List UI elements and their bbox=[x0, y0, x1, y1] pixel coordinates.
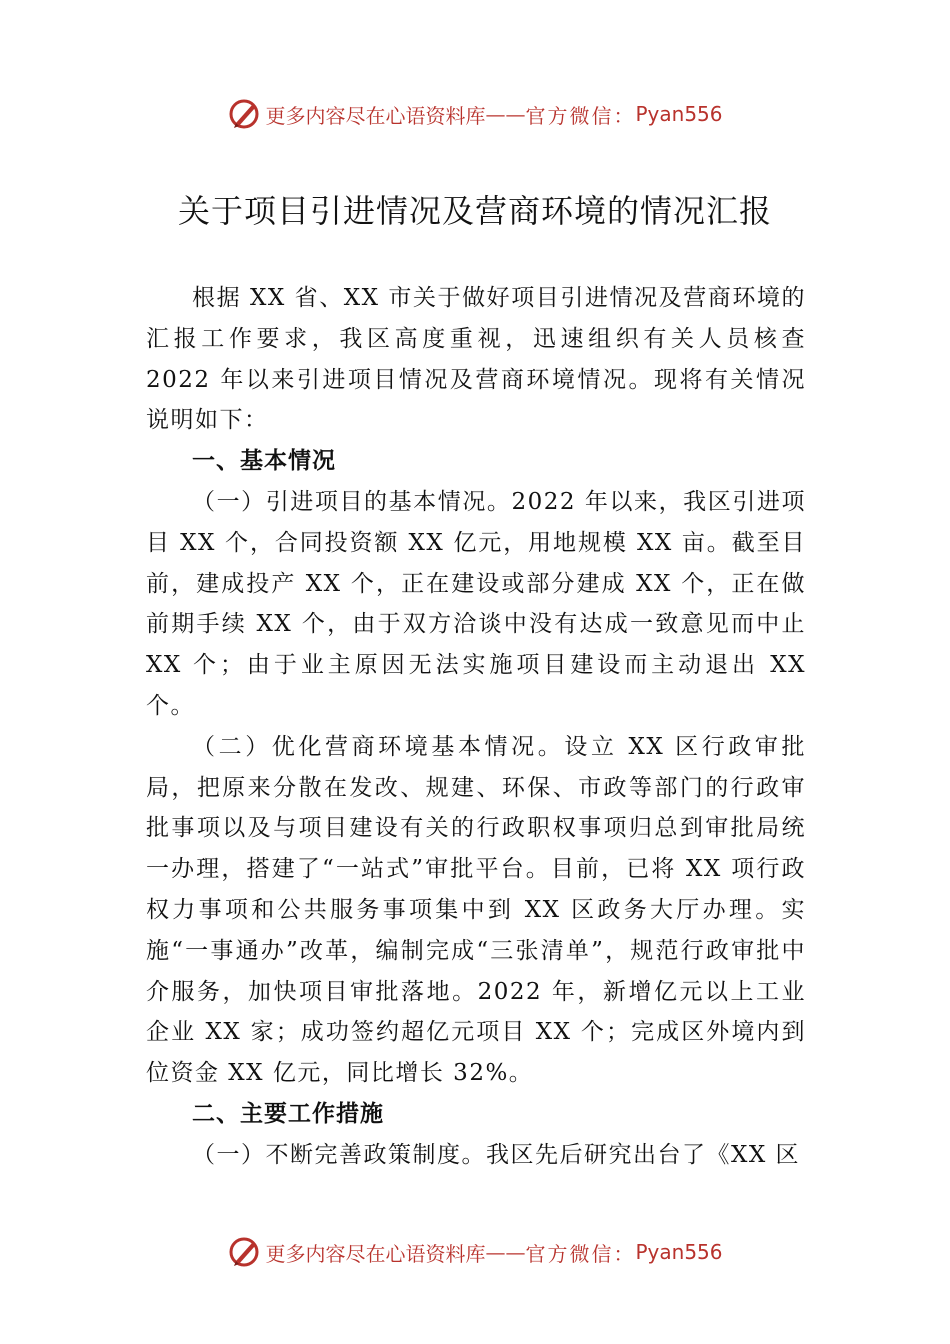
banner-dash: —— bbox=[485, 1240, 526, 1264]
banner-wechat-id: Pyan556 bbox=[635, 102, 723, 126]
banner-wechat-label: 官方微信： bbox=[525, 1241, 636, 1266]
footer-banner bbox=[0, 1232, 950, 1272]
pen-logo-icon bbox=[227, 1235, 261, 1269]
intro-paragraph: 根据 XX 省、XX 市关于做好项目引进情况及营商环境的汇报工作要求，我区高度重视，迅速组织有关人员核查 2022 年以来引进项目情况及营商环境情况。现将有关情况说明如下： bbox=[146, 285, 806, 434]
banner-text: 更多内容尽在心语资料库 bbox=[265, 1241, 486, 1266]
section2-paragraph1: （一）不断完善政策制度。我区先后研究出台了《XX 区 bbox=[192, 1141, 801, 1168]
section1-paragraph1: （一）引进项目的基本情况。2022 年以来，我区引进项目 XX 个，合同投资额 XX 亿元，用地规模 XX 亩。截至目前，建成投产 XX 个，正在建设或部分建成 XX 个，正在做前期手续 XX 个，由于双方洽谈中没有达成一致意见而中止 XX 个；由于业主原因无法实施项目建设而主动退出 XX 个。 bbox=[146, 488, 806, 719]
header-banner bbox=[0, 94, 950, 134]
banner-dash: —— bbox=[485, 102, 526, 126]
section1-paragraph2: （二）优化营商环境基本情况。设立 XX 区行政审批局，把原来分散在发改、规建、环保、市政等部门的行政审批事项以及与项目建设有关的行政职权事项归总到审批局统一办理，搭建了“一站式”审批平台。目前，已将 XX 项行政权力事项和公共服务事项集中到 XX 区政务大厅办理。实施“一事通办”改革，编制完成“三张清单”，规范行政审批中介服务，加快项目审批落地。2022 年，新增亿元以上工业企业 XX 家；成功签约超亿元项目 XX 个；完成区外境内到位资金 XX 亿元，同比增长 32%。 bbox=[146, 733, 806, 1087]
banner-wechat-id: Pyan556 bbox=[635, 1240, 723, 1264]
banner-text: 更多内容尽在心语资料库 bbox=[265, 103, 486, 128]
section1-heading: 一、基本情况 bbox=[192, 448, 336, 475]
section2-heading: 二、主要工作措施 bbox=[192, 1100, 384, 1127]
banner-wechat-label: 官方微信： bbox=[525, 103, 636, 128]
document-body bbox=[146, 278, 806, 1176]
pen-logo-icon bbox=[227, 97, 261, 131]
document-title: 关于项目引进情况及营商环境的情况汇报 bbox=[177, 192, 772, 230]
